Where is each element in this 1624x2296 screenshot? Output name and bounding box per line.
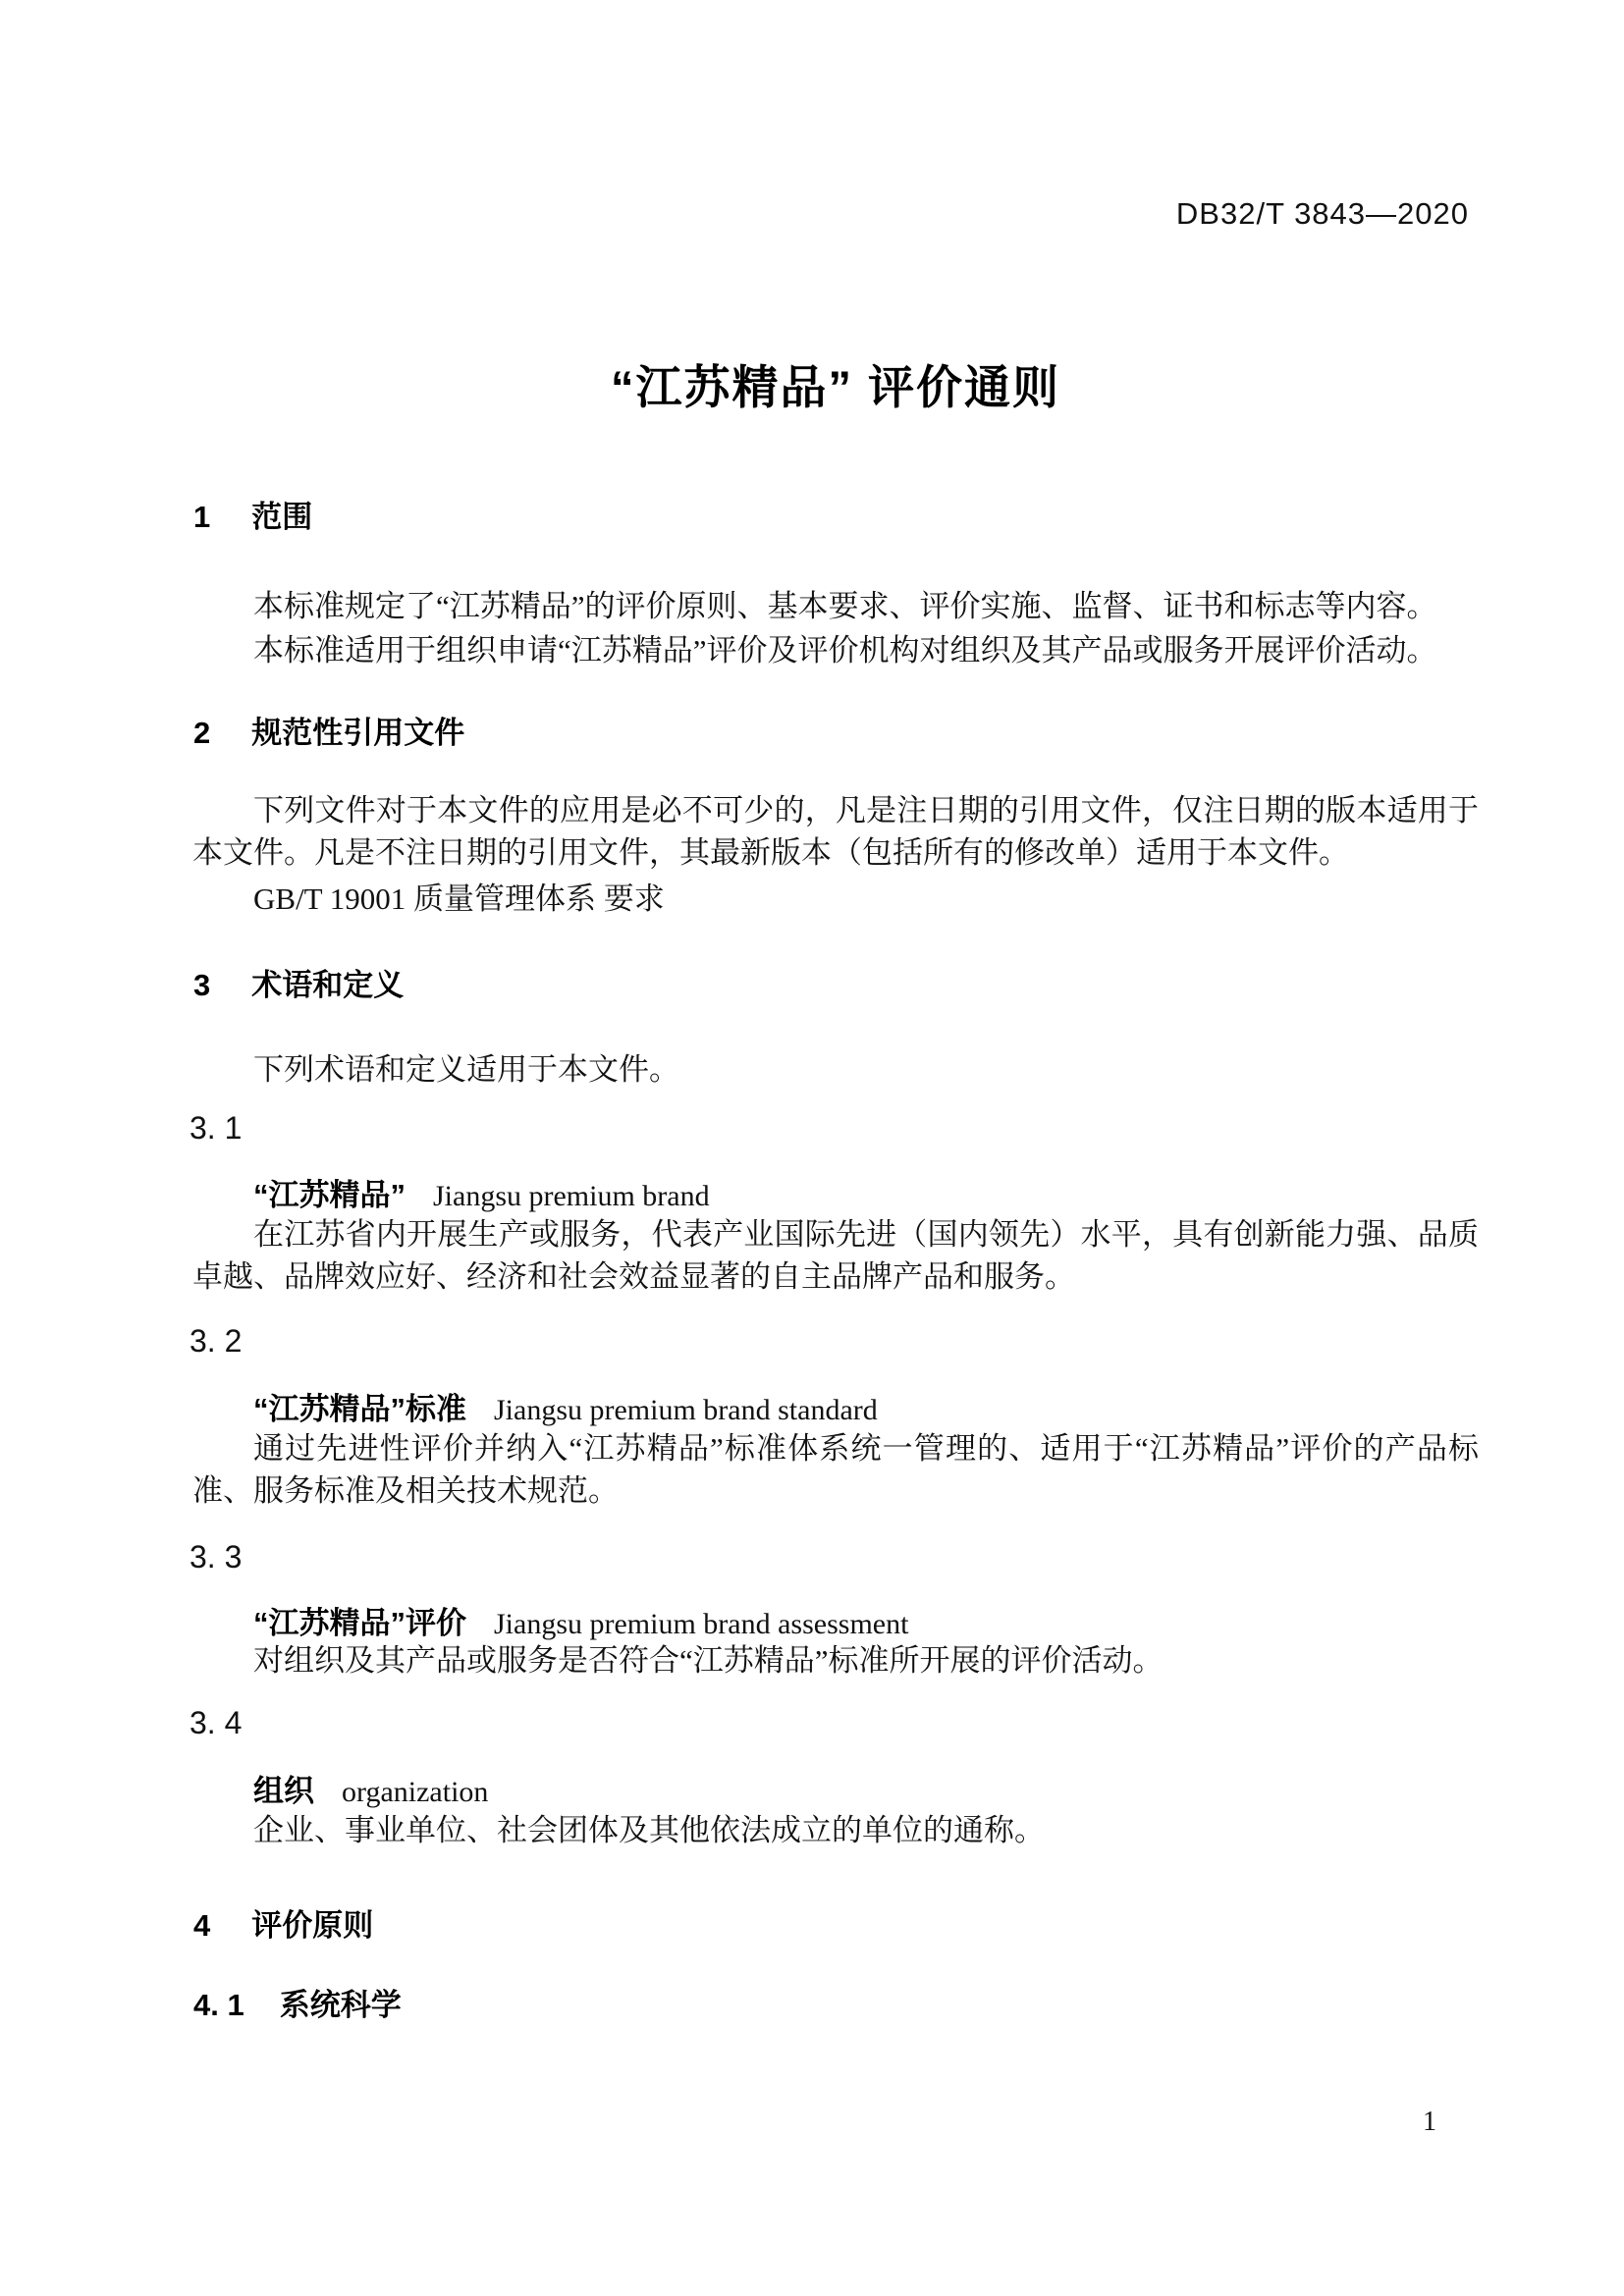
section-4-heading — [193, 1900, 1480, 1945]
section-4-label: 评价原则 — [251, 1908, 374, 1943]
section-4-1-number: 4. 1 — [193, 1988, 244, 2022]
standard-code: DB32/T 3843—2020 — [1175, 196, 1469, 231]
terms-intro-paragraph: 下列术语和定义适用于本文件。 — [253, 1052, 679, 1087]
clause-3-2-number: 3. 2 — [189, 1323, 243, 1359]
term-3-3-chinese: “江苏精品”评价 — [253, 1606, 466, 1640]
section-4-number: 4 — [193, 1908, 211, 1943]
term-3-1-definition: 在江苏省内开展生产或服务，代表产业国际先进（国内领先）水平，具有创新能力强、品质卓越、品牌效应好、经济和社会效益显著的自主品牌产品和服务。 — [192, 1217, 1479, 1294]
clause-3-4-number: 3. 4 — [189, 1705, 243, 1740]
section-1-heading — [193, 492, 1480, 536]
section-4-1-heading — [193, 1980, 1480, 2024]
term-3-2-chinese: “江苏精品”标准 — [253, 1392, 466, 1426]
section-3-number: 3 — [193, 968, 211, 1002]
section-3-heading — [193, 960, 1480, 1004]
term-3-3 — [192, 1598, 1479, 1642]
page-title: “江苏精品” 评价通则 — [610, 361, 1061, 413]
normative-reference-item: GB/T 19001 质量管理体系 要求 — [253, 881, 665, 916]
scope-paragraph-2: 本标准适用于组织申请“江苏精品”评价及评价机构对组织及其产品或服务开展评价活动。 — [253, 633, 1437, 667]
section-4-1-label: 系统科学 — [279, 1988, 402, 2022]
section-1-number: 1 — [193, 500, 211, 534]
term-3-3-definition: 对组织及其产品或服务是否符合“江苏精品”标准所开展的评价活动。 — [253, 1643, 1164, 1678]
term-3-2-definition: 通过先进性评价并纳入“江苏精品”标准体系统一管理的、适用于“江苏精品”评价的产品标准、服务标准及相关技术规范。 — [192, 1431, 1479, 1508]
clause-3-3-number: 3. 3 — [189, 1539, 243, 1575]
section-1-label: 范围 — [251, 500, 313, 534]
term-3-4 — [192, 1766, 1479, 1810]
term-3-2-english: Jiangsu premium brand standard — [494, 1394, 878, 1426]
term-3-4-english: organization — [342, 1776, 489, 1808]
term-3-1-chinese: “江苏精品” — [253, 1178, 406, 1212]
page-number: 1 — [1423, 2107, 1436, 2137]
section-2-heading — [193, 708, 1480, 752]
section-3-label: 术语和定义 — [251, 968, 405, 1002]
term-3-1-english: Jiangsu premium brand — [433, 1180, 710, 1212]
term-3-1 — [192, 1170, 1479, 1214]
clause-3-1-number: 3. 1 — [189, 1110, 243, 1146]
scope-paragraph-1: 本标准规定了“江苏精品”的评价原则、基本要求、评价实施、监督、证书和标志等内容。 — [253, 589, 1437, 623]
section-2-label: 规范性引用文件 — [251, 716, 465, 750]
term-3-3-english: Jiangsu premium brand assessment — [494, 1608, 909, 1640]
term-3-4-definition: 企业、事业单位、社会团体及其他依法成立的单位的通称。 — [253, 1813, 1045, 1847]
section-2-number: 2 — [193, 716, 211, 750]
normative-references-paragraph: 下列文件对于本文件的应用是必不可少的，凡是注日期的引用文件，仅注日期的版本适用于本文件。凡是不注日期的引用文件，其最新版本（包括所有的修改单）适用于本文件。 — [192, 793, 1479, 870]
term-3-4-chinese: 组织 — [253, 1774, 314, 1808]
term-3-2 — [192, 1384, 1479, 1428]
